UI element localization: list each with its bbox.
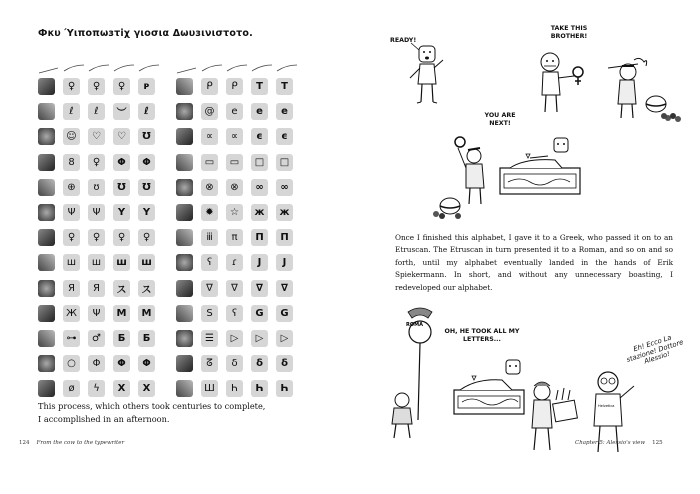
glyph-cell: ʕ	[226, 305, 243, 322]
speech-bubble-you-are-next: YOU ARE NEXT!	[484, 112, 516, 127]
glyph-cell: Я	[63, 280, 80, 297]
glyph-cell: ♀	[138, 229, 155, 246]
glyph-cell: Μ	[138, 305, 155, 322]
glyph-cell: ♀	[113, 229, 130, 246]
glyph-cell: ♀	[88, 154, 105, 171]
pictogram-photo	[38, 128, 55, 145]
cartoon-figure-giver	[530, 50, 590, 120]
glyph-cell: □	[276, 154, 293, 171]
glyph-cell: δ	[276, 355, 293, 372]
cartoon-scene-spiekermann	[522, 362, 652, 462]
glyph-cell: Һ	[226, 380, 243, 397]
column-header	[138, 64, 160, 72]
glyph-cell: ☆	[226, 204, 243, 221]
glyph-cell: 8	[63, 154, 80, 171]
folio-right	[575, 440, 663, 446]
glyph-cell: Ψ	[88, 204, 105, 221]
pictogram-photo	[38, 78, 55, 95]
speech-bubble-oh-he-took: OH, HE TOOK ALL MY LETTERS...	[444, 328, 520, 343]
column-header	[38, 66, 60, 74]
glyph-cell: ○	[63, 355, 80, 372]
glyph-cell: Ж	[63, 305, 80, 322]
glyph-cell: Б	[138, 330, 155, 347]
pictogram-photo	[38, 330, 55, 347]
pictogram-photo	[176, 254, 193, 271]
glyph-cell: ♀	[113, 78, 130, 95]
pictogram-photo	[176, 229, 193, 246]
glyph-cell: Ʊ	[138, 179, 155, 196]
pictogram-photo	[176, 355, 193, 372]
pictogram-photo	[38, 103, 55, 120]
caption-line: This process, which others took centuries to complete,	[38, 401, 266, 411]
glyph-cell: ▷	[226, 330, 243, 347]
glyph-cell: S	[201, 305, 218, 322]
glyph-cell: ø	[63, 380, 80, 397]
glyph-cell: ᑭ	[201, 78, 218, 95]
glyph-cell: G	[276, 305, 293, 322]
glyph-cell: ♀	[63, 229, 80, 246]
glyph-cell: Ʊ	[113, 179, 130, 196]
glyph-cell: ᑭ	[226, 78, 243, 95]
glyph-cell: @	[201, 103, 218, 120]
glyph-cell: ⊗	[226, 179, 243, 196]
glyph-cell: ∝	[201, 128, 218, 145]
caption	[38, 400, 308, 426]
pictogram-photo	[176, 330, 193, 347]
glyph-cell: G	[251, 305, 268, 322]
glyph-cell: ス	[113, 280, 130, 297]
glyph-cell: ж	[251, 204, 268, 221]
roma-sign-text: ROMA	[406, 322, 423, 328]
pictogram-photo	[176, 179, 193, 196]
glyph-cell: ϵ	[276, 128, 293, 145]
pictogram-photo	[176, 154, 193, 171]
glyph-cell: ɾ	[226, 254, 243, 271]
glyph-cell: ⅲ	[201, 229, 218, 246]
glyph-cell: Ʊ	[138, 128, 155, 145]
glyph-cell: Y	[113, 204, 130, 221]
glyph-cell: ♡	[113, 128, 130, 145]
glyph-cell: δ	[226, 355, 243, 372]
pictogram-photo	[38, 355, 55, 372]
column-header	[63, 64, 85, 72]
glyph-cell: Φ	[113, 154, 130, 171]
glyph-cell: □	[251, 154, 268, 171]
glyph-cell: Φ	[88, 355, 105, 372]
glyph-cell: ∇	[201, 280, 218, 297]
glyph-cell: Μ	[113, 305, 130, 322]
glyph-cell: ✹	[201, 204, 218, 221]
glyph-cell: ϵ	[251, 128, 268, 145]
glyph-cell: Π	[251, 229, 268, 246]
glyph-cell: e	[276, 103, 293, 120]
glyph-cell: J	[251, 254, 268, 271]
column-header	[201, 64, 223, 72]
glyph-cell: ▷	[276, 330, 293, 347]
speech-bubble-ready: READY!	[390, 37, 417, 44]
pictogram-photo	[38, 280, 55, 297]
shirt-text: Helvetica	[598, 404, 615, 408]
glyph-cell: ш	[138, 254, 155, 271]
glyph-cell: Һ	[251, 380, 268, 397]
glyph-cell: ▭	[226, 154, 243, 171]
column-header	[113, 64, 135, 72]
glyph-cell: e	[251, 103, 268, 120]
cartoon-scene-roman	[372, 300, 532, 440]
pictogram-photo	[38, 254, 55, 271]
glyph-cell: ☺	[63, 128, 80, 145]
glyph-cell: Я	[88, 280, 105, 297]
glyph-cell: ж	[276, 204, 293, 221]
pictogram-photo	[176, 280, 193, 297]
glyph-cell: ш	[113, 254, 130, 271]
running-title: Chapter 5: Alessio's view	[575, 440, 646, 446]
page-number: 124	[19, 440, 30, 446]
glyph-cell: ス	[138, 280, 155, 297]
page-number: 125	[652, 440, 663, 446]
glyph-cell: J	[276, 254, 293, 271]
glyph-cell: Φ	[113, 355, 130, 372]
column-header	[176, 66, 198, 74]
pictogram-photo	[176, 305, 193, 322]
glyph-cell: ℓ	[138, 103, 155, 120]
glyph-cell: Χ	[138, 380, 155, 397]
glyph-cell: ∞	[276, 179, 293, 196]
glyph-cell: ϟ	[88, 380, 105, 397]
column-header	[88, 64, 110, 72]
glyph-cell: ∝	[226, 128, 243, 145]
glyph-cell: ∇	[276, 280, 293, 297]
glyph-cell: ⊶	[63, 330, 80, 347]
folio-left	[19, 440, 124, 446]
cartoon-figure-ready	[405, 40, 455, 110]
glyph-cell: Ψ	[63, 204, 80, 221]
column-header	[251, 64, 273, 72]
glyph-cell: ♂	[88, 330, 105, 347]
right-page	[350, 0, 700, 494]
glyph-cell: ∇	[251, 280, 268, 297]
glyph-cell: ☰	[201, 330, 218, 347]
glyph-cell: e	[226, 103, 243, 120]
speech-bubble-ecco: Eh! Ecco La stazione! Dottore Alessio!	[625, 333, 685, 366]
glyph-cell: ᘔ	[201, 355, 218, 372]
pictogram-photo	[176, 78, 193, 95]
glyph-cell: ʊ	[88, 179, 105, 196]
glyph-cell: ∇	[226, 280, 243, 297]
pictogram-photo	[38, 229, 55, 246]
cartoon-figure-greek	[598, 52, 688, 127]
pictogram-photo	[176, 128, 193, 145]
pictogram-photo	[176, 380, 193, 397]
glyph-cell: Ψ	[88, 305, 105, 322]
glyph-cell: ♀	[63, 78, 80, 95]
pictogram-photo	[176, 204, 193, 221]
glyph-cell: ш	[88, 254, 105, 271]
glyph-cell: δ	[251, 355, 268, 372]
glyph-cell: ▷	[251, 330, 268, 347]
glyph-cell: ᴩ	[138, 78, 155, 95]
body-paragraph: Once I finished this alphabet, I gave it to a Greek, who passed it on to an Etruscan. The Etruscan in turn presented it to a Roman, and so on and so forth, until my alphabet eventually landed in the hands of Erik Spiekermann. In short, and without any unnecessary boasting, I redeveloped our alphabet.	[395, 233, 673, 292]
glyph-cell: Π	[276, 229, 293, 246]
caption-line: I accomplished in an afternoon.	[38, 414, 170, 424]
glyph-cell: T	[251, 78, 268, 95]
pictogram-photo	[38, 204, 55, 221]
cartoon-scene-etruscan	[430, 130, 590, 220]
glyph-cell: Б	[113, 330, 130, 347]
pictogram-photo	[38, 380, 55, 397]
glyph-cell: T	[276, 78, 293, 95]
glyph-cell: ʕ	[201, 254, 218, 271]
glyph-cell: ℓ	[88, 103, 105, 120]
glyph-cell: Һ	[276, 380, 293, 397]
glyph-cell: ♡	[88, 128, 105, 145]
glyph-cell: Χ	[113, 380, 130, 397]
glyph-cell: Y	[138, 204, 155, 221]
column-header	[276, 64, 298, 72]
glyph-cell: Φ	[138, 355, 155, 372]
glyph-cell: ⊗	[201, 179, 218, 196]
column-header	[226, 64, 248, 72]
glyph-cell: ⊕	[63, 179, 80, 196]
glyph-cell: ︶	[113, 103, 130, 120]
pictogram-photo	[176, 103, 193, 120]
glyph-cell: ▭	[201, 154, 218, 171]
glyph-cell: ♀	[88, 78, 105, 95]
glyph-cell: ш	[63, 254, 80, 271]
pictogram-photo	[38, 305, 55, 322]
pictogram-photo	[38, 154, 55, 171]
speech-bubble-take-this: TAKE THIS BROTHER!	[550, 25, 588, 40]
glyph-cell: π	[226, 229, 243, 246]
pictogram-photo	[38, 179, 55, 196]
glyph-cell: Ш	[201, 380, 218, 397]
glyph-cell: ∞	[251, 179, 268, 196]
running-title: From the cow to the typewriter	[36, 440, 125, 446]
glyph-cell: Φ	[138, 154, 155, 171]
glyph-cell: ♀	[88, 229, 105, 246]
page-title: Фкυ Ύιποπωзτіχ γιοσια Δωυзινιστοτο.	[38, 28, 253, 39]
glyph-cell: ℓ	[63, 103, 80, 120]
